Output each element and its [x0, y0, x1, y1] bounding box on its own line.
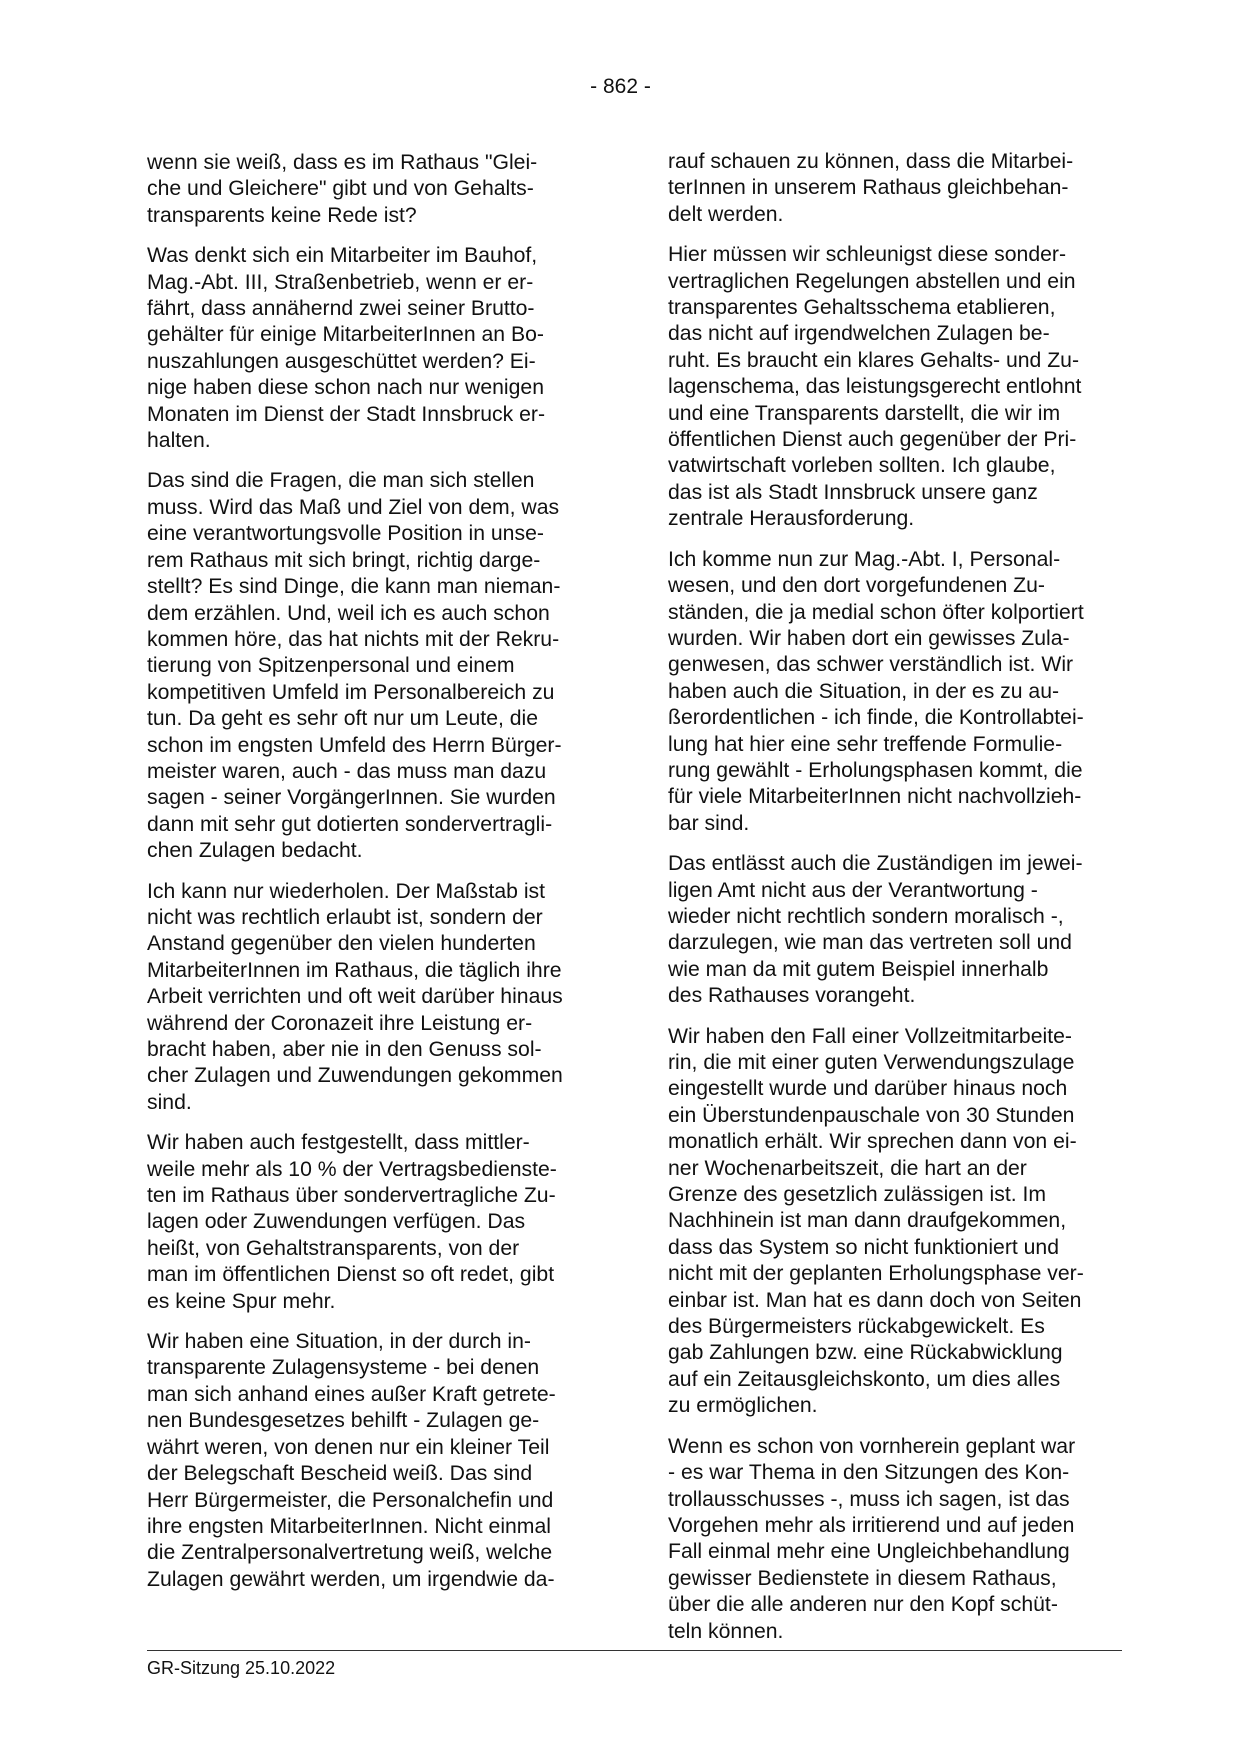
paragraph: Was denkt sich ein Mitarbeiter im Bauhof, Mag.-Abt. III, Straßenbetrieb, wenn er er- fährt, dass annähernd zwei seiner Brutto- gehälter für einige MitarbeiterInnen an Bo- nuszahlungen ausgeschüttet werden? Ei- nige haben diese schon nach nur wenigen Monaten im Dienst der Stadt Innsbruck er- halten.: [147, 244, 546, 453]
paragraph: rauf schauen zu können, dass die Mitarbei- terInnen in unserem Rathaus gleichbehan- delt werden.: [668, 150, 1074, 226]
footer-divider: [147, 1650, 1122, 1651]
paragraph: wenn sie weiß, dass es im Rathaus "Glei- che und Gleichere" gibt und von Gehalts- transparents keine Rede ist?: [147, 151, 538, 227]
paragraph: Ich kann nur wiederholen. Der Maßstab ist nicht was rechtlich erlaubt ist, sondern der Anstand gegenüber den vielen hunderten MitarbeiterInnen im Rathaus, die täglich ihre Arbeit verrichten und oft weit darüber hinaus während der Coronazeit ihre Leistung er- bracht haben, aber nie in den Genuss sol- cher Zulagen und Zuwendungen gekommen sind.: [147, 879, 563, 1114]
paragraph: Das sind die Fragen, die man sich stellen muss. Wird das Maß und Ziel von dem, was eine verantwortungsvolle Position in unse- rem Rathaus mit sich bringt, richtig darge- stellt? Es sind Dinge, die kann man nieman- dem erzählen. Und, weil ich es auch schon kommen höre, das hat nichts mit der Rekru- tierung von Spitzenpersonal und einem kompetitiven Umfeld im Personalbereich zu tun. Da geht es sehr oft nur um Leute, die schon im engsten Umfeld des Herrn Bürger- meister waren, auch - das muss man dazu sagen - seiner VorgängerInnen. Sie wurden dann mit sehr gut dotierten sondervertragli- chen Zulagen bedacht.: [147, 469, 562, 863]
footer-session-date: GR-Sitzung 25.10.2022: [147, 1658, 336, 1678]
paragraph: Hier müssen wir schleunigst diese sonder- vertraglichen Regelungen abstellen und ein transparentes Gehaltsschema etablieren, das nicht auf irgendwelchen Zulagen be- ruht. Es braucht ein klares Gehalts- und Zu- lagenschema, das leistungsgerecht entlohnt und eine Transparents darstellt, die wir im öffentlichen Dienst auch gegenüber der Pri- vatwirtschaft vorleben sollten. Ich glaube, das ist als Stadt Innsbruck unsere ganz zentrale Herausforderung.: [668, 243, 1082, 531]
paragraph: Wir haben eine Situation, in der durch in- transparente Zulagensysteme - bei denen man sich anhand eines außer Kraft getrete- nen Bundesgesetzes behilft - Zulagen ge- währt weren, von denen nur ein kleiner Teil der Belegschaft Bescheid weiß. Das sind Herr Bürgermeister, die Personalchefin und ihre engsten MitarbeiterInnen. Nicht einmal die Zentralpersonalvertretung weiß, welche Zulagen gewährt werden, um irgendwie da-: [147, 1330, 556, 1591]
page-number: - 862 -: [590, 75, 651, 98]
left-text-column: [147, 150, 599, 1607]
paragraph: Das entlässt auch die Zuständigen im jewei- ligen Amt nicht aus der Verantwortung - wieder nicht rechtlich sondern moralisch -, darzulegen, wie man das vertreten soll und wie man da mit gutem Beispiel innerhalb des Rathauses vorangeht.: [668, 852, 1083, 1008]
paragraph: Wir haben den Fall einer Vollzeitmitarbeite- rin, die mit einer guten Verwendungszulage eingestellt wurde und darüber hinaus noch ein Überstundenpauschale von 30 Stunden monatlich erhält. Wir sprechen dann von ei- ner Wochenarbeitszeit, die hart an der Grenze des gesetzlich zulässigen ist. Im Nachhinein ist man dann draufgekommen, dass das System so nicht funktioniert und nicht mit der geplanten Erholungsphase ver- einbar ist. Man hat es dann doch von Seiten des Bürgermeisters rückabgewickelt. Es gab Zahlungen bzw. eine Rückabwicklung auf ein Zeitausgleichskonto, um dies alles zu ermöglichen.: [668, 1024, 1084, 1418]
paragraph: Wir haben auch festgestellt, dass mittler- weile mehr als 10 % der Vertragsbedienste- ten im Rathaus über sondervertragliche Zu- lagen oder Zuwendungen verfügen. Das heißt, von Gehaltstransparents, von der man im öffentlichen Dienst so oft redet, gibt es keine Spur mehr.: [147, 1131, 557, 1313]
paragraph: Wenn es schon von vornherein geplant war - es war Thema in den Sitzungen des Kon- trollausschusses -, muss ich sagen, ist das Vorgehen mehr als irritierend und auf jeden Fall einmal mehr eine Ungleichbehandlung gewisser Bedienstete in diesem Rathaus, über die alle anderen nur den Kopf schüt- teln können.: [668, 1434, 1076, 1643]
paragraph: Ich komme nun zur Mag.-Abt. I, Personal- wesen, und den dort vorgefundenen Zu- ständen, die ja medial schon öfter kolportiert wurden. Wir haben dort ein gewisses Zula- genwesen, das schwer verständlich ist. Wir haben auch die Situation, in der es zu au- ßerordentlichen - ich finde, die Kontrollabtei- lung hat hier eine sehr treffende Formulie- rung gewählt - Erholungsphasen kommt, die für viele MitarbeiterInnen nicht nachvollzieh- bar sind.: [668, 547, 1084, 835]
right-text-column: [668, 149, 1120, 1659]
